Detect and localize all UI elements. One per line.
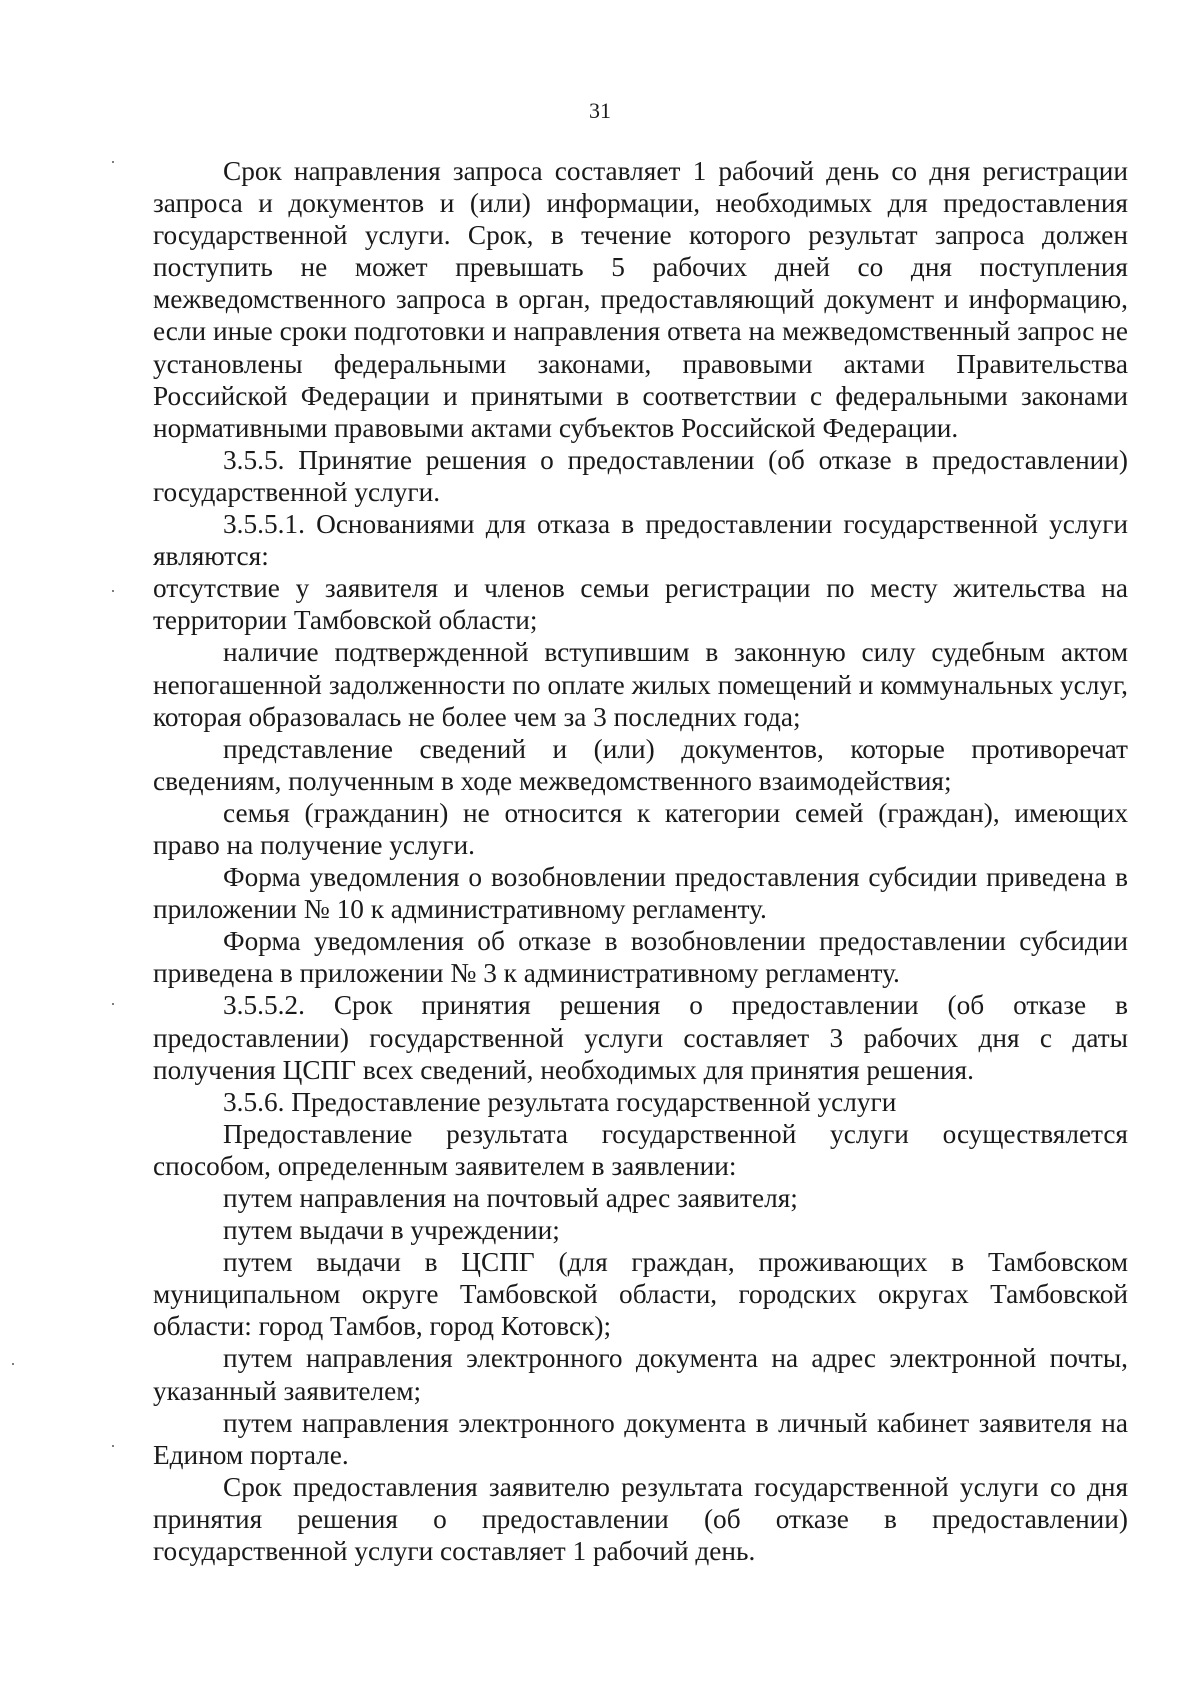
- paragraph-3-5-5-2: 3.5.5.2. Срок принятия решения о предоставлении (об отказе в предоставлении) государственной услуги составляет 3 рабочих дня с даты получения ЦСПГ всех сведений, необходимых для принятия решения.: [153, 990, 1128, 1085]
- paragraph-3-5-6: 3.5.6. Предоставление результата государственной услуги: [223, 1086, 897, 1117]
- paragraph-3-5-5: 3.5.5. Принятие решения о предоставлении (об отказе в предоставлении) государственной услуги.: [153, 444, 1128, 507]
- scan-speck: [12, 1363, 14, 1365]
- document-body: [153, 155, 1128, 1567]
- refusal-ground-contradictions: представление сведений и (или) документов, которые противоречат сведениям, полученным в ходе межведомственного взаимодействия;: [153, 733, 1128, 796]
- scan-speck: [112, 590, 114, 592]
- method-institution: путем выдачи в учреждении;: [223, 1215, 560, 1246]
- paragraph-3-5-5-1: 3.5.5.1. Основаниями для отказа в предоставлении государственной услуги являются:: [153, 509, 1128, 572]
- page-number: 31: [589, 98, 611, 123]
- method-postal: путем направления на почтовый адрес заявителя;: [223, 1183, 798, 1213]
- refusal-ground-debt: наличие подтвержденной вступившим в законную силу судебным актом непогашенной задолженности по оплате жилых помещений и коммунальных услуг, которая образовалась не более чем за 3 последних года;: [153, 637, 1128, 732]
- paragraph-result-methods: Предоставление результата государственной услуги осуществялется способом, определенным заявителем в заявлении:: [153, 1118, 1128, 1181]
- refusal-ground-category: семья (гражданин) не относится к категории семей (граждан), имеющих право на получение услуги.: [153, 797, 1128, 860]
- method-cspg: путем выдачи в ЦСПГ (для граждан, проживающих в Тамбовском муниципальном округе Тамбовской области, городских округах Тамбовской области: город Тамбов, город Котовск);: [153, 1247, 1128, 1342]
- scan-speck: [112, 1003, 114, 1005]
- paragraph-refusal-form: Форма уведомления об отказе в возобновлении предоставлении субсидии приведена в приложении № 3 к административному регламенту.: [153, 926, 1128, 989]
- scan-speck: [112, 1445, 114, 1447]
- method-portal: путем направления электронного документа в личный кабинет заявителя на Едином портале.: [153, 1407, 1128, 1470]
- paragraph-result-deadline: Срок предоставления заявителю результата государственной услуги со дня принятия решения о предоставлении (об отказе в предоставлении) государственной услуги составляет 1 рабочий день.: [153, 1471, 1128, 1567]
- refusal-ground-no-registration: отсутствие у заявителя и членов семьи регистрации по месту жительства на территории Тамбовской области;: [153, 573, 1128, 636]
- paragraph-resumption-form: Форма уведомления о возобновлении предоставления субсидии приведена в приложении № 10 к административному регламенту.: [153, 862, 1128, 925]
- scan-speck: [112, 161, 114, 163]
- method-email: путем направления электронного документа на адрес электронной почты, указанный заявителем;: [153, 1343, 1128, 1406]
- paragraph-request-deadline: Срок направления запроса составляет 1 рабочий день со дня регистрации запроса и документов и (или) информации, необходимых для предоставления государственной услуги. Срок, в течение которого результат запроса должен поступить не может превышать 5 рабочих дней со дня поступления межведомственного запроса в орган, предоставляющий документ и информацию, если иные сроки подготовки и направления ответа на межведомственный запрос не установлены федеральными законами, правовыми актами Правительства Российской Федерации и принятыми в соответствии с федеральными законами нормативными правовыми актами субъектов Российской Федерации.: [153, 156, 1128, 443]
